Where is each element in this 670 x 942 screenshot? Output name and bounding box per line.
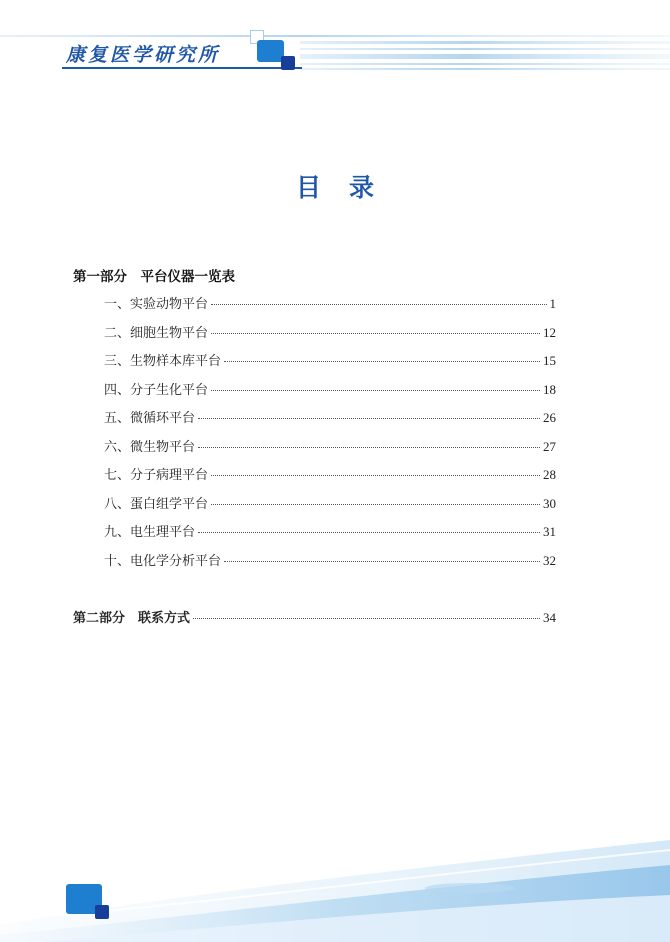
toc-entry-page: 12 [543,325,556,340]
toc-entry-page: 31 [543,524,556,539]
part2-entry[interactable] [73,607,556,627]
dot-leader [224,361,540,362]
toc-entry-label: 三、生物样本库平台 [104,354,222,369]
toc-entry-page: 18 [543,382,556,397]
toc-entry[interactable] [104,550,556,570]
footer-navy-square [95,905,109,919]
toc-entry-page: 28 [543,467,556,482]
toc-entry-label: 九、电生理平台 [104,525,196,540]
toc-entry[interactable] [104,350,556,370]
dot-leader [211,504,540,505]
header-blue-square [257,40,284,62]
toc-entry-page: 1 [549,296,556,311]
part2-label: 第二部分 联系方式 [73,611,191,626]
dot-leader [198,532,540,533]
institute-name: 康复医学研究所 [66,44,221,66]
dot-leader [211,333,540,334]
header-underline [62,67,302,69]
dot-leader [193,618,540,619]
dot-leader [211,304,546,305]
toc-entry-page: 27 [543,439,556,454]
toc-entry-label: 一、实验动物平台 [104,297,209,312]
toc-entry[interactable] [104,436,556,456]
part1-heading: 第一部分 平台仪器一览表 [73,269,235,285]
dot-leader [211,475,540,476]
dot-leader [224,561,540,562]
toc-entry-label: 六、微生物平台 [104,440,196,455]
toc-entry[interactable] [104,407,556,427]
toc-entry-page: 26 [543,410,556,425]
part2-page: 34 [543,610,556,625]
toc-entry-label: 四、分子生化平台 [104,383,209,398]
toc-entry-page: 15 [543,353,556,368]
toc-entry[interactable] [104,521,556,541]
dot-leader [198,418,540,419]
toc-title: 目录 [295,173,402,202]
toc-entry[interactable] [104,493,556,513]
toc-entry-label: 二、细胞生物平台 [104,326,209,341]
toc-entry-label: 八、蛋白组学平台 [104,497,209,512]
toc-entry-page: 30 [543,496,556,511]
dot-leader [198,447,540,448]
toc-entry-label: 七、分子病理平台 [104,468,209,483]
toc-entry[interactable] [104,379,556,399]
toc-entry[interactable] [104,464,556,484]
header-navy-square [281,56,295,70]
dot-leader [211,390,540,391]
toc-entry-label: 五、微循环平台 [104,411,196,426]
toc-entry[interactable] [104,293,556,313]
toc-entry-label: 十、电化学分析平台 [104,554,222,569]
toc-entry-page: 32 [543,553,556,568]
footer-waves [0,820,670,942]
toc-entry[interactable] [104,322,556,342]
